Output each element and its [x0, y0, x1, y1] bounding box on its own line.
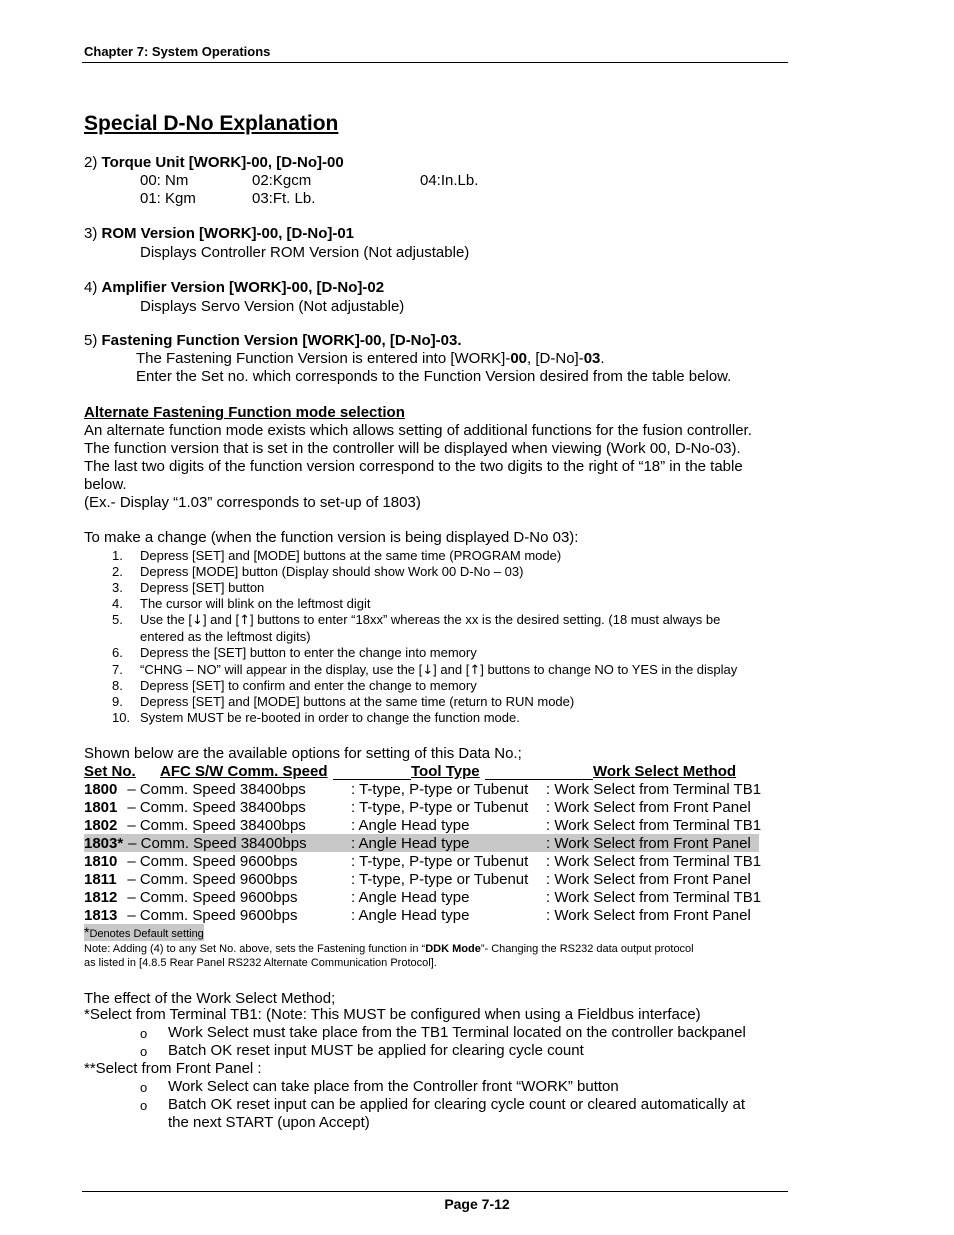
step-text: Depress [MODE] button (Display should show Work 00 D-No – 03): [140, 564, 524, 579]
terminal-item-0: Work Select must take place from the TB1 Terminal located on the controller backpanel: [168, 1024, 746, 1041]
step-num: 5.: [112, 612, 123, 627]
fast-l1e: .: [600, 350, 605, 367]
tool-type: : Angle Head type: [351, 907, 470, 924]
torque-opt-2: 02:Kgcm: [252, 172, 312, 189]
alt-para-4: (Ex.- Display “1.03” corresponds to set-up of 1803): [84, 494, 421, 511]
header-rule: [82, 62, 788, 63]
set-no: 1800: [84, 781, 118, 798]
rom-desc: Displays Controller ROM Version (Not adjustable): [140, 244, 470, 261]
default-asterisk: *: [84, 924, 90, 940]
terminal-item-1: Batch OK reset input MUST be applied for clearing cycle count: [168, 1042, 584, 1059]
alt-para-2: The last two digits of the function version correspond to the two digits to the right of “18” in the table: [84, 458, 743, 475]
step-text: Depress [SET] and [MODE] buttons at the same time (return to RUN mode): [140, 694, 575, 709]
alt-para-1: The function version that is set in the controller will be displayed when viewing (Work 00, D-No-03).: [84, 440, 741, 457]
comm-speed: – Comm. Speed 9600bps: [119, 871, 298, 888]
front-item-1: Batch OK reset input can be applied for clearing cycle count or cleared automatically at: [168, 1096, 745, 1113]
bullet-icon: o: [140, 1098, 148, 1113]
torque-opt-3: 03:Ft. Lb.: [252, 190, 316, 207]
col-header-tool: Tool Type: [411, 763, 480, 780]
step-num: 7.: [112, 662, 123, 677]
step7-b: ] and [: [433, 662, 470, 677]
tool-type: : Angle Head type: [351, 817, 470, 834]
front-item-1-cont: the next START (upon Accept): [168, 1114, 370, 1131]
ddk-mode-label: DDK Mode: [425, 943, 481, 955]
ddk-note-cont: as listed in [4.8.5 Rear Panel RS232 Alternate Communication Protocol].: [84, 957, 437, 969]
step-text: [140, 662, 737, 679]
bullet-icon: o: [140, 1026, 148, 1041]
col-header-work: Work Select Method: [593, 763, 737, 780]
step7-a: “CHNG – NO” will appear in the display, use the [: [140, 662, 423, 677]
set-no: 1801: [84, 799, 118, 816]
chapter-header: Chapter 7: System Operations: [84, 44, 271, 59]
col-header-set: Set No.: [84, 763, 136, 780]
fast-line-2: Enter the Set no. which corresponds to the Function Version desired from the table below.: [136, 368, 732, 385]
fast-l1b: 00: [510, 350, 528, 367]
work-select: : Work Select from Terminal TB1: [546, 781, 762, 798]
amp-desc: Displays Servo Version (Not adjustable): [140, 298, 405, 315]
step-text: Depress [SET] and [MODE] buttons at the same time (PROGRAM mode): [140, 548, 562, 563]
page-number: Page 7-12: [444, 1196, 510, 1212]
step-text-cont: entered as the leftmost digits): [140, 629, 311, 644]
work-select: : Work Select from Terminal TB1: [546, 889, 762, 906]
work-select: : Work Select from Front Panel: [546, 871, 751, 888]
set-no: 1813: [84, 907, 118, 924]
set-no: 1811: [84, 871, 117, 888]
comm-speed: – Comm. Speed 9600bps: [119, 853, 298, 870]
ddk-note-a: Note: Adding (4) to any Set No. above, sets the Fastening function in “: [84, 943, 426, 955]
tool-type: : Angle Head type: [351, 835, 470, 852]
arrow-down-icon: ↓: [192, 613, 203, 628]
fast-l1a: The Fastening Function Version is entered into [WORK]-: [136, 350, 511, 367]
ddk-note: [84, 942, 694, 956]
torque-heading: [84, 154, 344, 172]
tool-type: : T-type, P-type or Tubenut: [351, 781, 529, 798]
comm-speed: – Comm. Speed 9600bps: [119, 907, 298, 924]
comm-speed: – Comm. Speed 38400bps: [119, 781, 306, 798]
alt-para-0: An alternate function mode exists which allows setting of additional functions for the fusion controller.: [84, 422, 752, 439]
rom-title: ROM Version [WORK]-00, [D-No]-01: [101, 225, 355, 242]
fast-l1c: , [D-No]-: [527, 350, 584, 367]
tool-type: : T-type, P-type or Tubenut: [351, 871, 529, 888]
work-select: : Work Select from Front Panel: [546, 835, 751, 852]
torque-title: Torque Unit [WORK]-00, [D-No]-00: [101, 154, 344, 171]
bullet-icon: o: [140, 1080, 148, 1095]
step5-a: Use the [: [140, 612, 193, 627]
step-num: 2.: [112, 564, 123, 579]
step5-c: ] buttons to enter “18xx” whereas the xx is the desired setting. (18 must always be: [249, 612, 721, 627]
header-underline-gap: [485, 763, 593, 780]
tool-type: : T-type, P-type or Tubenut: [351, 799, 529, 816]
torque-opt-4: 04:In.Lb.: [420, 172, 479, 189]
table-intro: Shown below are the available options for setting of this Data No.;: [84, 745, 522, 762]
step-text: Depress [SET] to confirm and enter the change to memory: [140, 678, 477, 693]
change-intro: To make a change (when the function version is being displayed D-No 03):: [84, 529, 579, 546]
tool-type: : Angle Head type: [351, 889, 470, 906]
bullet-icon: o: [140, 1044, 148, 1059]
torque-opt-0: 00: Nm: [140, 172, 189, 189]
step-text: Depress [SET] button: [140, 580, 265, 595]
terminal-heading: *Select from Terminal TB1: (Note: This MUST be configured when using a Fieldbus interface): [84, 1006, 701, 1023]
comm-speed: – Comm. Speed 38400bps: [119, 817, 306, 834]
step-num: 3.: [112, 580, 123, 595]
set-no: 1803*: [84, 835, 124, 852]
amp-num: 4): [84, 279, 102, 296]
ddk-note-c: ”- Changing the RS232 data output protocol: [480, 943, 694, 955]
set-no: 1810: [84, 853, 118, 870]
alt-para-3: below.: [84, 476, 127, 493]
footer-rule: [82, 1191, 788, 1192]
work-select: : Work Select from Front Panel: [546, 799, 751, 816]
col-header-speed: AFC S/W Comm. Speed: [160, 763, 328, 780]
work-select: : Work Select from Front Panel: [546, 907, 751, 924]
fast-title: Fastening Function Version [WORK]-00, [D-No]-03.: [101, 332, 462, 349]
step-num: 8.: [112, 678, 123, 693]
arrow-up-icon: ↑: [469, 663, 481, 678]
default-note-text: Denotes Default setting: [89, 928, 204, 940]
header-underline-gap: [333, 763, 411, 780]
step-num: 4.: [112, 596, 123, 611]
page-title: Special D-No Explanation: [84, 112, 339, 135]
amp-title: Amplifier Version [WORK]-00, [D-No]-02: [101, 279, 385, 296]
step5-b: ] and [: [202, 612, 240, 627]
step-num: 9.: [112, 694, 123, 709]
rom-num: 3): [84, 225, 102, 242]
step-text: [140, 612, 720, 629]
fast-num: 5): [84, 332, 102, 349]
tool-type: : T-type, P-type or Tubenut: [351, 853, 529, 870]
amp-heading: [84, 279, 384, 297]
comm-speed: – Comm. Speed 38400bps: [119, 799, 306, 816]
arrow-up-icon: ↑: [239, 613, 250, 628]
step-num: 6.: [112, 645, 123, 660]
comm-speed: – Comm. Speed 38400bps: [124, 835, 307, 852]
header-underline-gap: [137, 763, 160, 781]
work-select: : Work Select from Terminal TB1: [546, 817, 762, 834]
fast-heading: [84, 332, 462, 350]
work-select: : Work Select from Terminal TB1: [546, 853, 762, 870]
arrow-down-icon: ↓: [422, 663, 434, 678]
step-text: System MUST be re-booted in order to change the function mode.: [140, 710, 520, 725]
step7-c: ] buttons to change NO to YES in the display: [480, 662, 738, 677]
step-text: Depress the [SET] button to enter the change into memory: [140, 645, 477, 660]
torque-opt-1: 01: Kgm: [140, 190, 196, 207]
step-num: 10.: [112, 710, 131, 725]
front-item-0: Work Select can take place from the Controller front “WORK” button: [168, 1078, 619, 1095]
torque-num: 2): [84, 154, 102, 171]
step-text: The cursor will blink on the leftmost digit: [140, 596, 371, 611]
default-note: [84, 924, 204, 941]
set-no: 1812: [84, 889, 118, 906]
fast-line-1: [136, 350, 605, 368]
front-heading: **Select from Front Panel :: [84, 1060, 262, 1077]
effect-intro: The effect of the Work Select Method;: [84, 990, 336, 1007]
step-num: 1.: [112, 548, 123, 563]
set-no: 1802: [84, 817, 118, 834]
rom-heading: [84, 225, 354, 243]
comm-speed: – Comm. Speed 9600bps: [119, 889, 298, 906]
alt-heading: Alternate Fastening Function mode selection: [84, 404, 405, 421]
fast-l1d: 03: [583, 350, 601, 367]
